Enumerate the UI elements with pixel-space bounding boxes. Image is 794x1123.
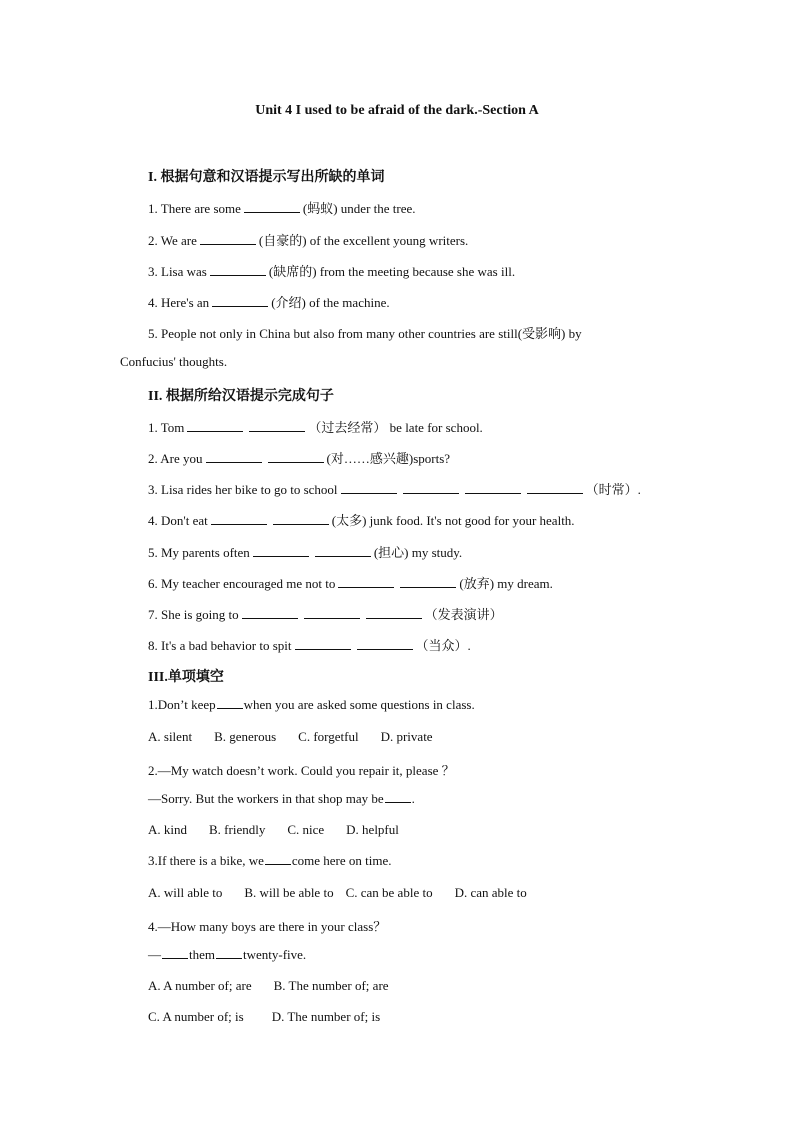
s1-q3-post: (缺席的) from the meeting because she was ill. <box>268 264 516 279</box>
s2-q7 <box>148 604 503 623</box>
answer-blank <box>403 482 459 494</box>
s1-q1 <box>148 198 416 217</box>
answer-blank <box>366 607 422 619</box>
answer-blank <box>162 947 188 959</box>
s2-q8 <box>148 635 471 654</box>
s3-q4-options-row1 <box>148 978 411 994</box>
s2-q4 <box>148 510 575 529</box>
s2-q3-post: （时常）. <box>585 482 641 497</box>
s2-q1-post: （过去经常） be late for school. <box>308 420 483 435</box>
s2-q7-pre: 7. She is going to <box>148 607 239 622</box>
option-d: D. can able to <box>454 885 527 900</box>
s1-q4 <box>148 292 390 311</box>
option-c: C. A number of; is <box>148 1009 244 1024</box>
s2-q1-pre: 1. Tom <box>148 420 185 435</box>
s1-q2-pre: 2. We are <box>148 233 197 248</box>
option-b: B. The number of; are <box>273 978 389 993</box>
answer-blank <box>273 513 329 525</box>
s3-q2-line1: 2.—My watch doesn’t work. Could you repair it, please ？ <box>148 763 455 778</box>
s2-q8-post: （当众）. <box>415 638 471 653</box>
s2-q4-pre: 4. Don't eat <box>148 513 208 528</box>
answer-blank <box>244 201 300 213</box>
s3-q4-line1: 4.—How many boys are there in your class？ <box>148 919 387 934</box>
option-a: A. kind <box>148 822 187 837</box>
s1-q5-line1: 5. People not only in China but also from many other countries are still(受影响) by <box>148 326 582 341</box>
answer-blank <box>212 295 268 307</box>
s3-q4-options-row2 <box>148 1009 402 1025</box>
answer-blank <box>249 420 305 432</box>
s3-q2-line2 <box>148 791 415 807</box>
section-3-heading: III.单项填空 <box>148 670 224 685</box>
s1-q4-pre: 4. Here's an <box>148 295 210 310</box>
s1-q1-post: (蚂蚁) under the tree. <box>302 201 416 216</box>
s2-q3-pre: 3. Lisa rides her bike to go to school <box>148 482 338 497</box>
answer-blank <box>268 451 324 463</box>
answer-blank <box>338 576 394 588</box>
s3-q2-post: . <box>411 791 415 806</box>
answer-blank <box>200 233 256 245</box>
s2-q3 <box>148 479 641 498</box>
s1-q2-post: (自豪的) of the excellent young writers. <box>258 233 469 248</box>
s1-q2 <box>148 230 468 249</box>
s2-q5-pre: 5. My parents often <box>148 545 250 560</box>
s1-q1-pre: 1. There are some <box>148 201 241 216</box>
s3-q1 <box>148 697 475 713</box>
s3-q4-post: twenty-five. <box>243 947 307 962</box>
s2-q1 <box>148 417 483 436</box>
s3-q2-pre: —Sorry. But the workers in that shop may be <box>148 791 384 806</box>
option-c: C. nice <box>287 822 325 837</box>
s3-q3 <box>148 853 392 869</box>
section-1-heading: I. 根据句意和汉语提示写出所缺的单词 <box>148 170 385 185</box>
option-b: B. friendly <box>209 822 266 837</box>
answer-blank <box>465 482 521 494</box>
answer-blank <box>211 513 267 525</box>
s2-q6-pre: 6. My teacher encouraged me not to <box>148 576 336 591</box>
s2-q6-post: (放弃) my dream. <box>459 576 553 591</box>
s3-q1-options <box>148 729 455 745</box>
option-d: D. The number of; is <box>271 1009 381 1024</box>
answer-blank <box>527 482 583 494</box>
s1-q3-pre: 3. Lisa was <box>148 264 207 279</box>
s1-q3 <box>148 261 515 280</box>
answer-blank <box>206 451 262 463</box>
answer-blank <box>385 791 411 803</box>
option-a: A. silent <box>148 729 193 744</box>
option-a: A. will able to <box>148 885 223 900</box>
s3-q4-line2 <box>148 947 306 963</box>
s2-q6 <box>148 573 553 592</box>
s2-q7-post: （发表演讲） <box>424 607 503 622</box>
section-2-heading: II. 根据所给汉语提示完成句子 <box>148 389 334 404</box>
option-c: C. forgetful <box>298 729 359 744</box>
answer-blank <box>210 264 266 276</box>
answer-blank <box>187 420 243 432</box>
s3-q3-post: come here on time. <box>291 853 392 868</box>
answer-blank <box>357 638 413 650</box>
answer-blank <box>216 947 242 959</box>
s2-q8-pre: 8. It's a bad behavior to spit <box>148 638 292 653</box>
s3-q3-options <box>148 885 549 901</box>
s2-q2-pre: 2. Are you <box>148 451 203 466</box>
answer-blank <box>253 545 309 557</box>
answer-blank <box>265 853 291 865</box>
s3-q1-post: when you are asked some questions in class. <box>243 697 475 712</box>
answer-blank <box>304 607 360 619</box>
s2-q5 <box>148 542 462 561</box>
s3-q3-pre: 3.If there is a bike, we <box>148 853 264 868</box>
answer-blank <box>315 545 371 557</box>
s3-q2-options <box>148 822 421 838</box>
s1-q4-post: (介绍) of the machine. <box>271 295 390 310</box>
option-d: D. helpful <box>346 822 399 837</box>
option-a: A. A number of; are <box>148 978 252 993</box>
s2-q4-post: (太多) junk food. It's not good for your health. <box>331 513 575 528</box>
s3-q1-pre: 1.Don’t keep <box>148 697 216 712</box>
s3-q4-pre: — <box>148 947 161 962</box>
s2-q2-post: (对……感兴趣)sports? <box>326 451 451 466</box>
s2-q2 <box>148 448 450 467</box>
answer-blank <box>242 607 298 619</box>
s3-q4-mid: them <box>189 947 215 962</box>
answer-blank <box>295 638 351 650</box>
page-title: Unit 4 I used to be afraid of the dark.-Section A <box>255 103 539 118</box>
option-b: B. will be able to <box>244 885 334 900</box>
s2-q5-post: (担心) my study. <box>373 545 463 560</box>
answer-blank <box>400 576 456 588</box>
option-d: D. private <box>380 729 433 744</box>
option-b: B. generous <box>214 729 277 744</box>
option-c: C. can be able to <box>345 885 433 900</box>
answer-blank <box>217 697 243 709</box>
s1-q5-line2: Confucius' thoughts. <box>120 354 228 369</box>
answer-blank <box>341 482 397 494</box>
